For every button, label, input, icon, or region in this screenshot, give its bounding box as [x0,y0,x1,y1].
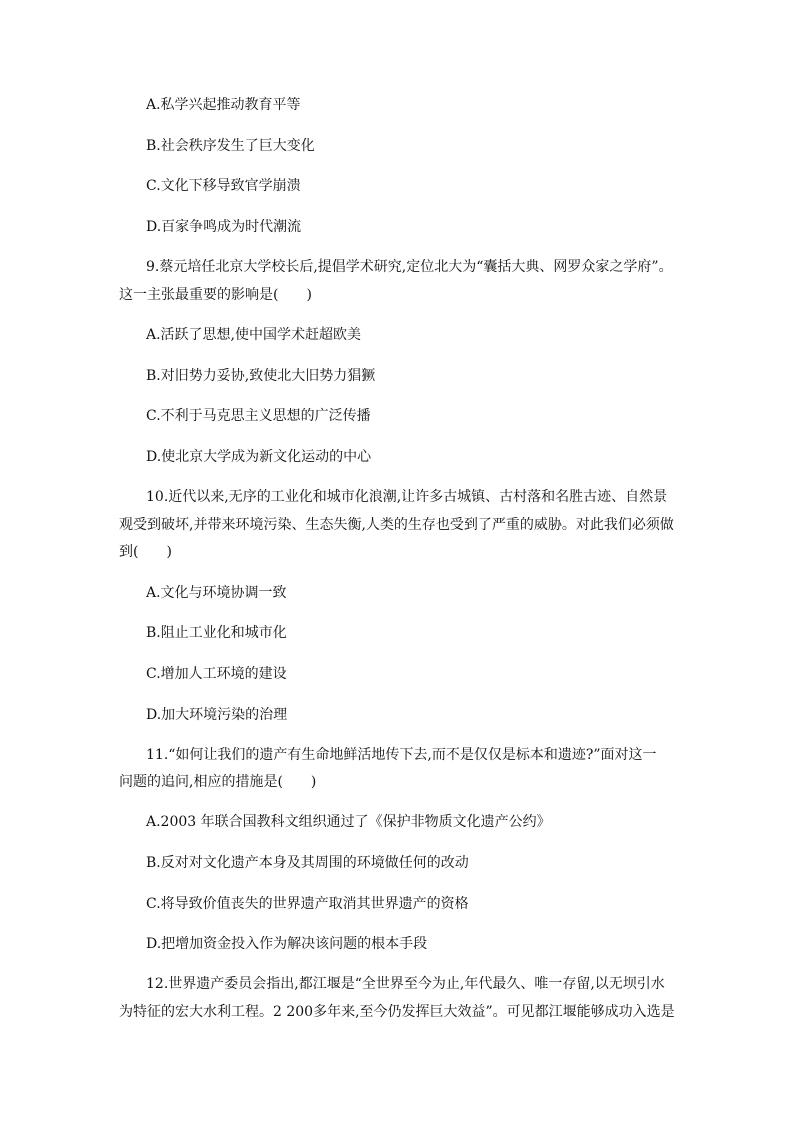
q11-option-a: A.2003 年联合国教科文组织通过了《保护非物质文化遗产公约》 [146,814,551,830]
q12-stem-line-1: 12.世界遗产委员会指出,都江堰是“全世界至今为止,年代最久、唯一存留,以无坝引水 [146,976,665,992]
q10-option-a: A.文化与环境协调一致 [146,585,287,601]
q9-option-c: C.不利于马克思主义思想的广泛传播 [146,408,371,424]
q12-stem-line-2: 为特征的宏大水利工程。2 200多年来,至今仍发挥巨大效益”。可见都江堰能够成功入选是 [119,1004,675,1020]
q9-option-b: B.对旧势力妥协,致使北大旧势力猖獗 [146,368,376,384]
q11-option-c: C.将导致价值丧失的世界遗产取消其世界遗产的资格 [146,896,469,912]
q8-option-c: C.文化下移导致官学崩溃 [146,178,301,194]
q8-option-b: B.社会秩序发生了巨大变化 [146,138,315,154]
q11-option-b: B.反对对文化遗产本身及其周围的环境做任何的改动 [146,855,469,871]
q10-stem-line-2: 观受到破坏,并带来环境污染、生态失衡,人类的生存也受到了严重的威胁。对此我们必须做 [119,517,674,533]
q9-stem-line-1: 9.蔡元培任北京大学校长后,提倡学术研究,定位北大为“囊括大典、网罗众家之学府”。 [146,259,673,275]
q9-stem-line-2: 这一主张最重要的影响是( ) [119,287,312,303]
q10-option-d: D.加大环境污染的治理 [146,707,288,723]
q10-stem-line-3: 到( ) [119,544,172,560]
q10-option-c: C.增加人工环境的建设 [146,666,287,682]
q9-option-a: A.活跃了思想,使中国学术赶超欧美 [146,327,362,343]
q8-option-a: A.私学兴起推动教育平等 [146,97,301,113]
q9-option-d: D.使北京大学成为新文化运动的中心 [146,449,372,465]
q11-stem-line-2: 问题的追问,相应的措施是( ) [119,774,317,790]
q11-option-d: D.把增加资金投入作为解决该问题的根本手段 [146,936,428,952]
q8-option-d: D.百家争鸣成为时代潮流 [146,219,302,235]
q10-stem-line-1: 10.近代以来,无序的工业化和城市化浪潮,让许多古城镇、古村落和名胜古迹、自然景 [146,489,668,505]
q10-option-b: B.阻止工业化和城市化 [146,625,287,641]
q11-stem-line-1: 11.“如何让我们的遗产有生命地鲜活地传下去,而不是仅仅是标本和遗迹?”面对这一 [146,747,657,763]
